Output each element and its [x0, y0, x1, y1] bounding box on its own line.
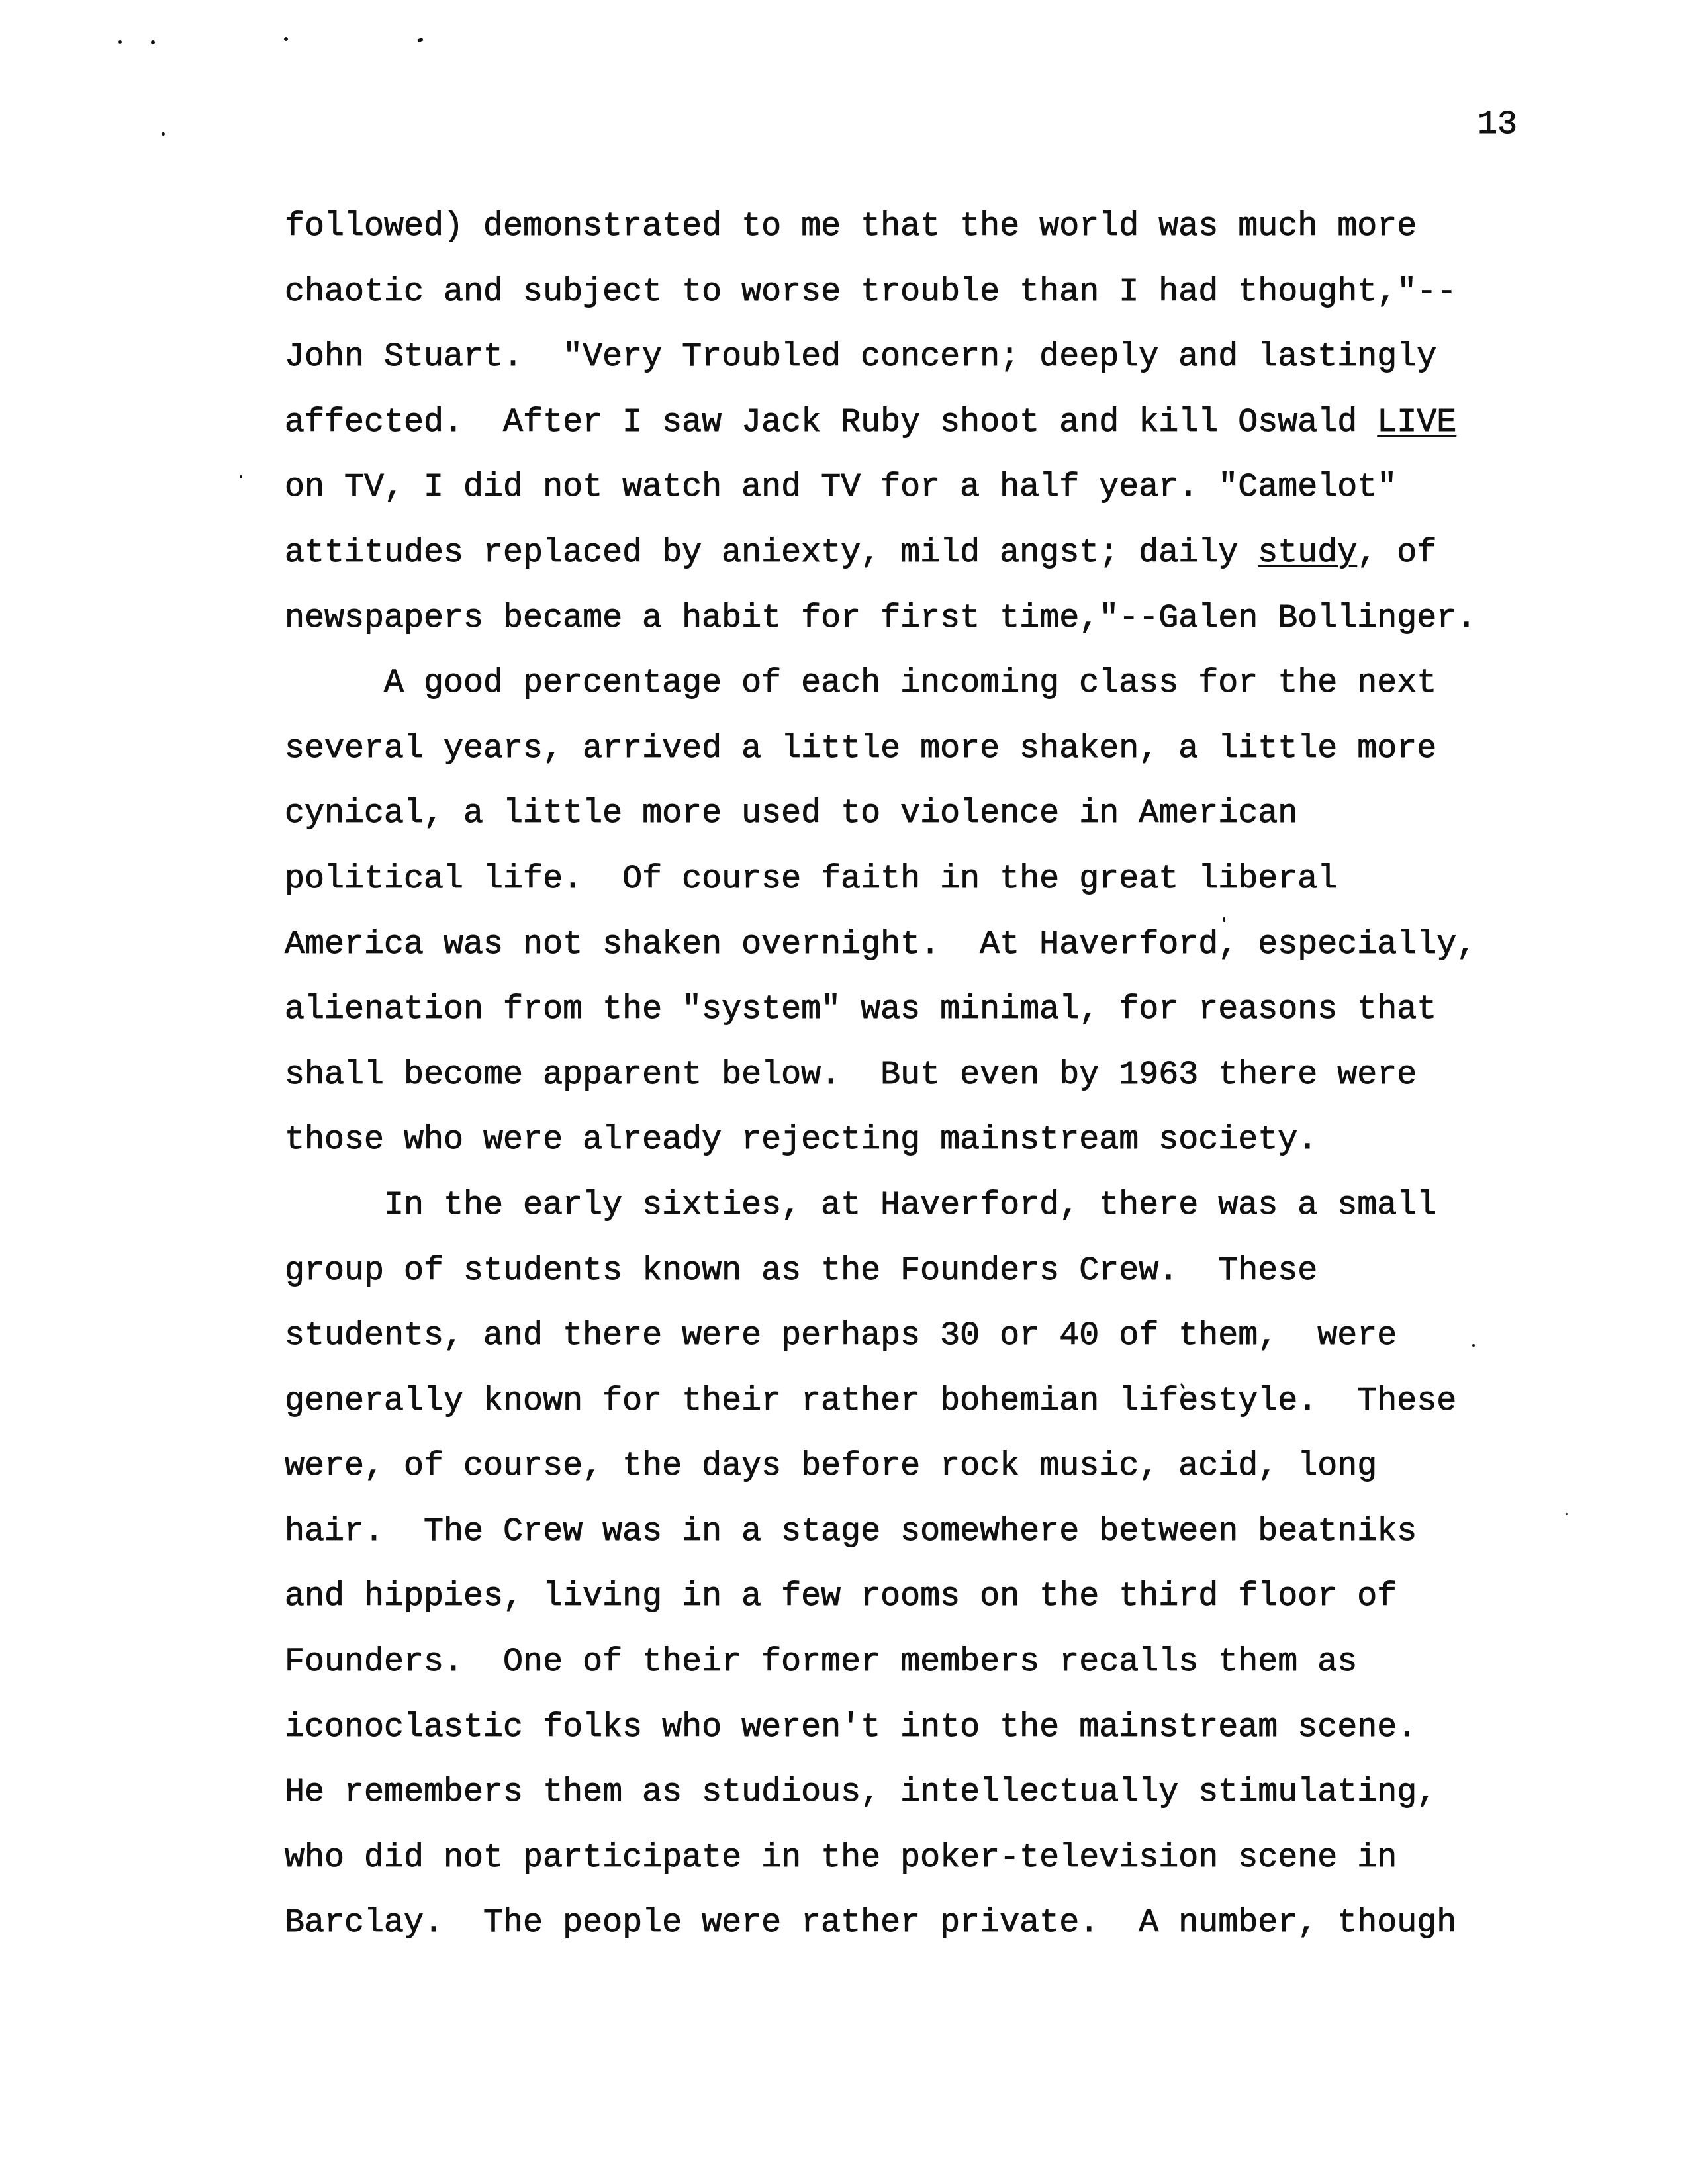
text-line: [285, 1108, 1542, 1173]
text-line: [285, 1891, 1542, 1956]
page-number: 13: [1477, 106, 1518, 144]
text-segment: , of: [1357, 533, 1437, 572]
scan-speck: [417, 38, 423, 43]
paragraph-first-line: [285, 1173, 1542, 1239]
scan-speck: [162, 132, 165, 136]
text-line: [285, 260, 1542, 326]
text-line: [285, 455, 1542, 521]
text-segment: on TV, I did not watch and TV for a half year. "Camelot": [285, 469, 1397, 507]
text-segment: generally known for their rather bohemian lifestyle. These: [285, 1382, 1457, 1420]
text-line: [285, 1239, 1542, 1304]
text-segment: who did not participate in the poker-television scene in: [285, 1839, 1397, 1877]
text-segment: were, of course, the days before rock music, acid, long: [285, 1447, 1378, 1486]
text-line: [285, 717, 1542, 782]
scan-speck: [240, 475, 242, 478]
scan-speck: [284, 37, 288, 41]
text-line: [285, 1434, 1542, 1500]
text-segment: newspapers became a habit for first time,"--Galen Bollinger.: [285, 599, 1477, 637]
text-line: [285, 1043, 1542, 1109]
text-segment: political life. Of course faith in the great liberal: [285, 860, 1338, 898]
text-segment: hair. The Crew was in a stage somewhere between beatniks: [285, 1512, 1417, 1551]
text-line: [285, 1304, 1542, 1369]
text-segment: group of students known as the Founders Crew. These: [285, 1251, 1318, 1290]
text-segment: Barclay. The people were rather private. A number, though: [285, 1904, 1457, 1942]
text-segment: alienation from the "system" was minimal, for reasons that: [285, 991, 1437, 1029]
text-segment: attitudes replaced by aniexty, mild angst; daily: [285, 533, 1258, 572]
text-line: [285, 1760, 1542, 1826]
scan-speck: [118, 40, 122, 44]
text-segment: and hippies, living in a few rooms on the third floor of: [285, 1578, 1397, 1616]
text-segment: He remembers them as studious, intellectually stimulating,: [285, 1774, 1437, 1812]
text-line: [285, 1500, 1542, 1565]
text-line: [285, 1696, 1542, 1761]
underlined-word: LIVE: [1377, 403, 1457, 441]
text-line: [285, 1630, 1542, 1696]
scan-speck: [1566, 1513, 1568, 1515]
text-segment: chaotic and subject to worse trouble than I had thought,"--: [285, 273, 1457, 311]
scan-speck: [151, 40, 155, 44]
text-segment: A good percentage of each incoming class for the next: [384, 664, 1437, 703]
text-segment: those who were already rejecting mainstream society.: [285, 1121, 1318, 1160]
text-line: [285, 390, 1542, 456]
underlined-word: study: [1258, 533, 1358, 572]
text-segment: Founders. One of their former members recalls them as: [285, 1643, 1358, 1682]
text-segment: shall become apparent below. But even by 1963 there were: [285, 1056, 1417, 1094]
text-line: [285, 913, 1542, 978]
text-segment: America was not shaken overnight. At Haverford, especially,: [285, 925, 1477, 964]
text-segment: iconoclastic folks who weren't into the mainstream scene.: [285, 1708, 1417, 1747]
text-segment: cynical, a little more used to violence in American: [285, 795, 1298, 833]
text-line: [285, 586, 1542, 652]
text-segment: students, and there were perhaps 30 or 40 of them, were: [285, 1317, 1397, 1355]
text-line: [285, 1826, 1542, 1891]
text-segment: John Stuart. "Very Troubled concern; deeply and lastingly: [285, 338, 1437, 377]
text-line: [285, 978, 1542, 1043]
text-segment: several years, arrived a little more shaken, a little more: [285, 729, 1437, 768]
text-segment: In the early sixties, at Haverford, there was a small: [384, 1186, 1437, 1224]
text-line: [285, 782, 1542, 847]
text-line: [285, 1565, 1542, 1630]
text-line: [285, 521, 1542, 586]
text-line: [285, 1369, 1542, 1435]
text-segment: followed) demonstrated to me that the world was much more: [285, 208, 1417, 246]
body-text: [285, 195, 1542, 1956]
text-line: [285, 847, 1542, 913]
paragraph-first-line: [285, 651, 1542, 717]
text-line: [285, 325, 1542, 390]
text-line: [285, 195, 1542, 260]
text-segment: affected. After I saw Jack Ruby shoot and kill Oswald: [285, 403, 1378, 441]
